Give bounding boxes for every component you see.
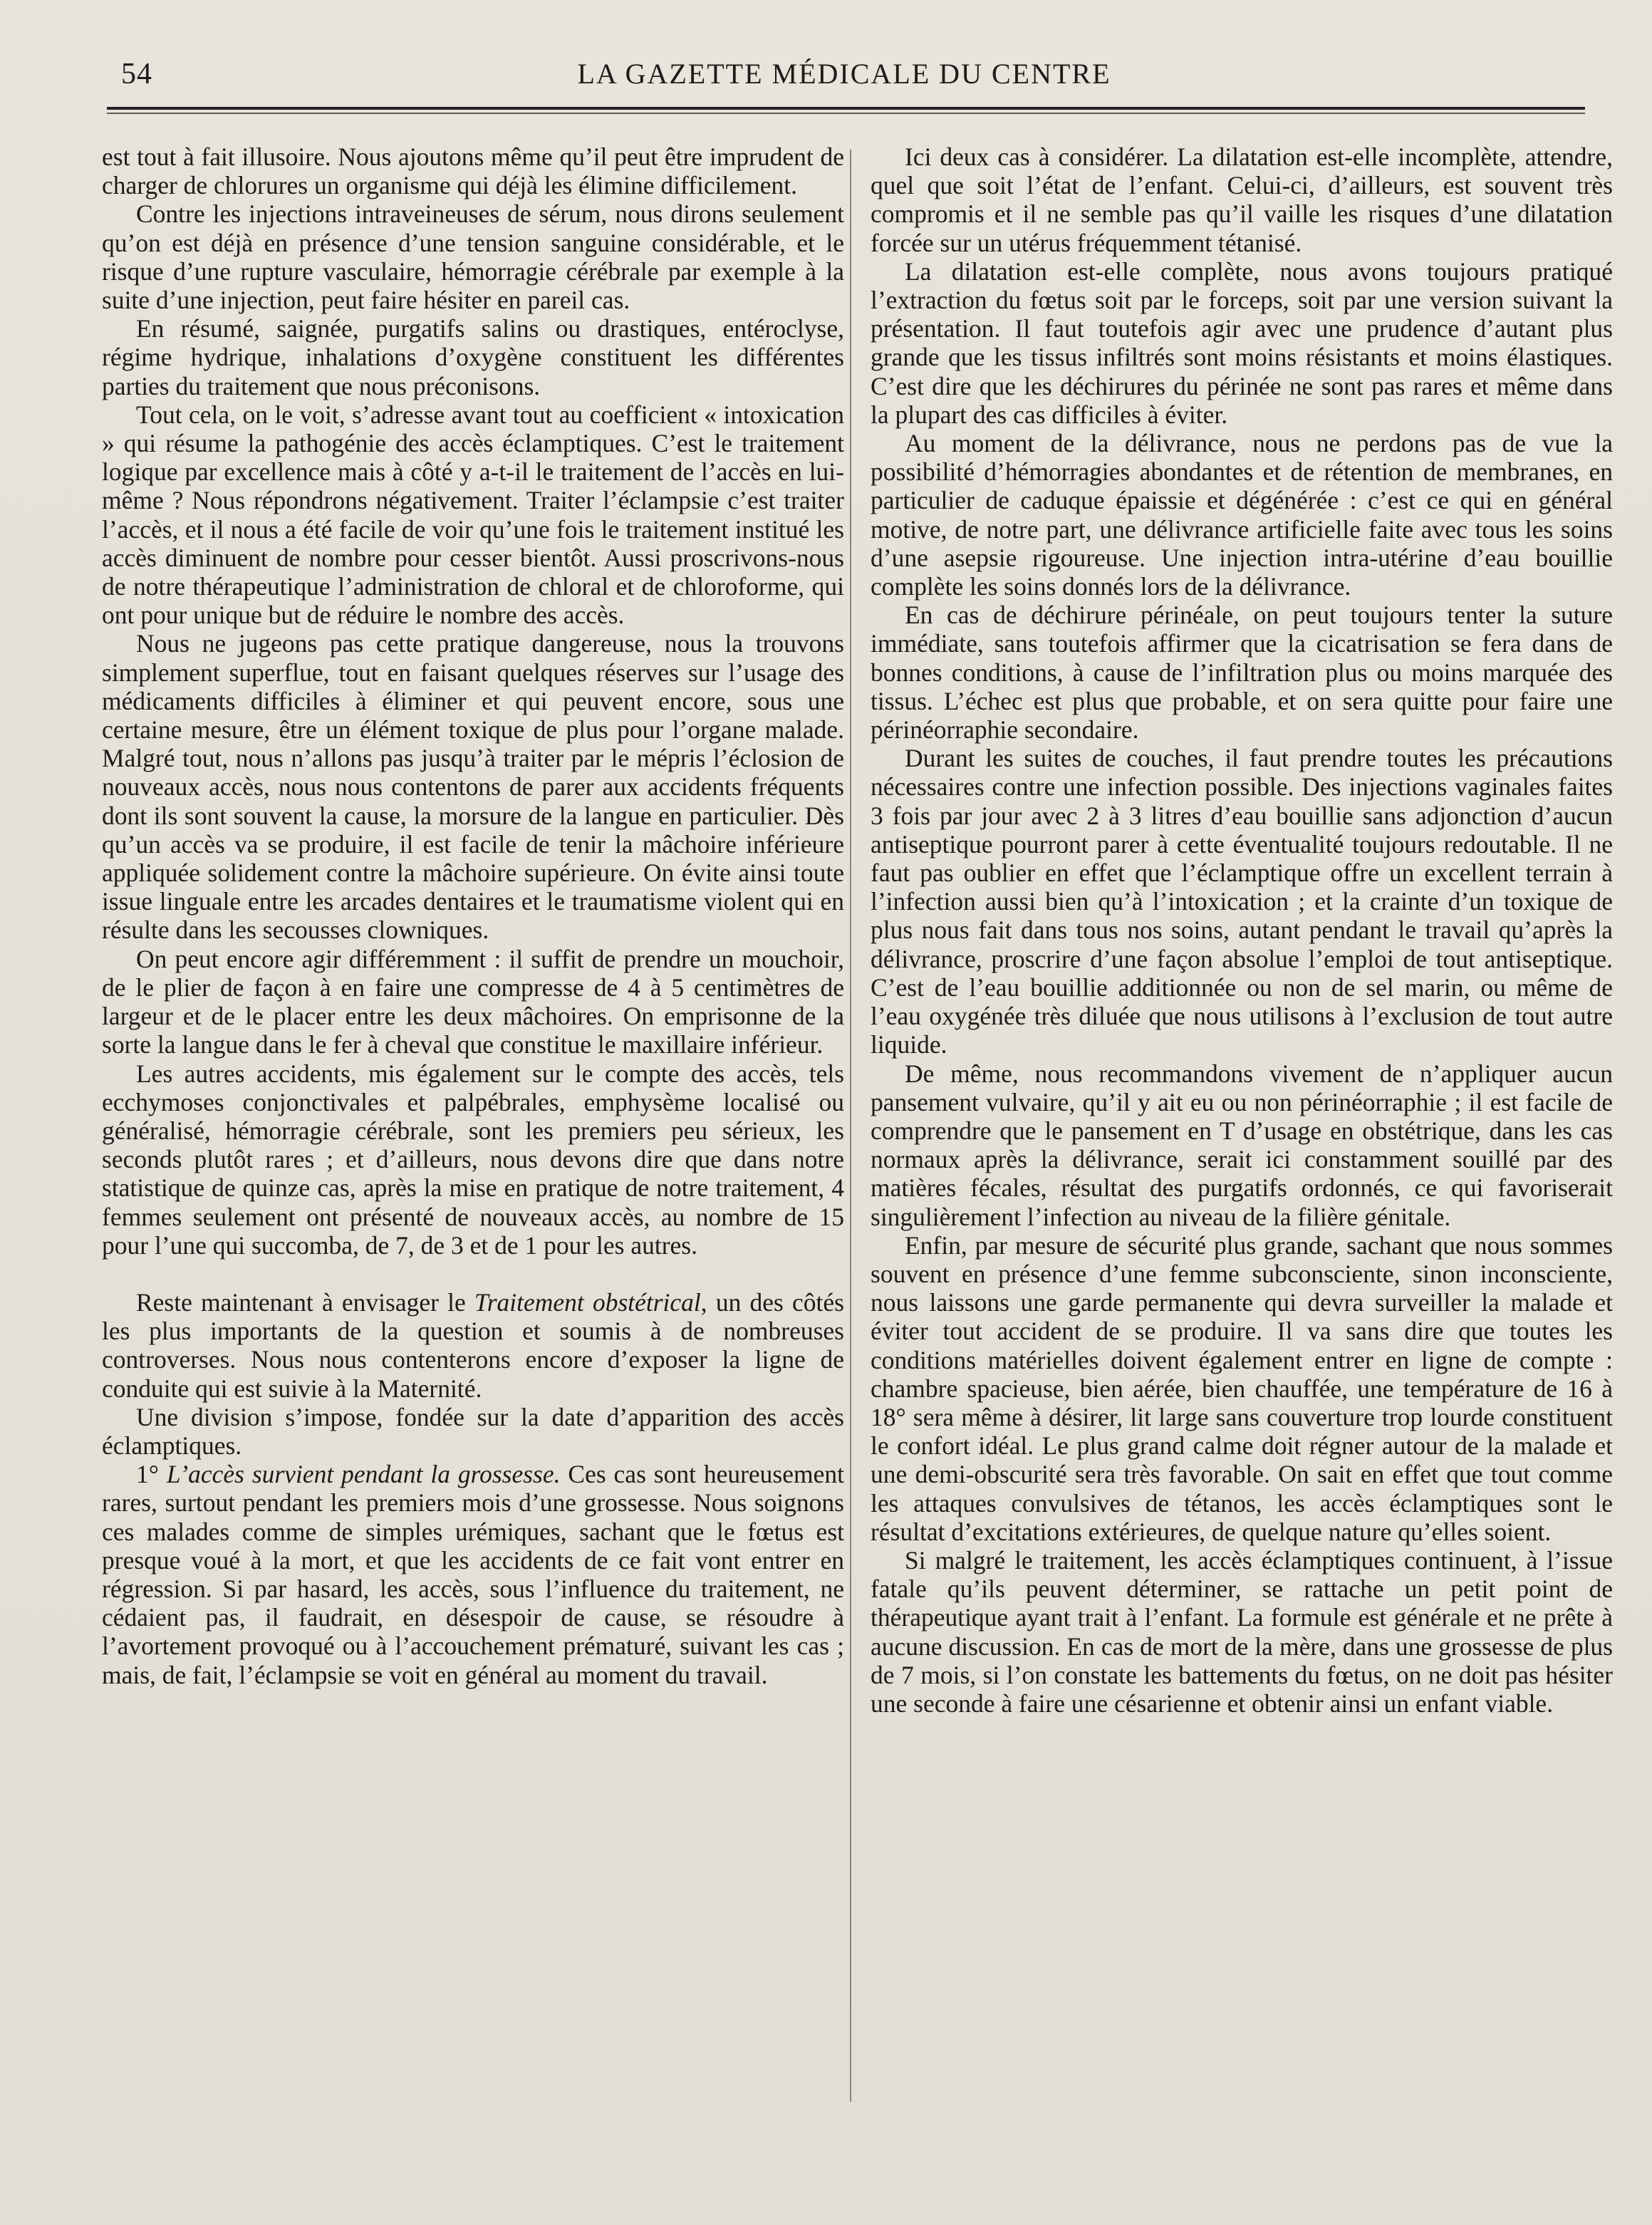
paragraph: Enfin, par mesure de sécurité plus grande, sachant que nous sommes souvent en présence d’une femme subconsciente, sinon inconsciente, nous laissons une garde permanente qui devra surveiller la malade et éviter tout accident de se produire. Il va sans dire que toutes les conditions matérielles doivent également entrer en ligne de compte : chambre spacieuse, bien aérée, bien chauffée, une température de 16 à 18° sera même à désirer, lit large sans couverture trop lourde constituent le confort idéal. Le plus grand calme doit régner autour de la malade et une demi-obscurité sera très favorable. On sait en effet que tout comme les attaques convulsives de tétanos, les accès éclamptiques sont le résultat d’excitations extérieures, de quelque nature qu’elles soient. [871,1230,1613,1546]
header-rule [107,107,1585,110]
text-run: 1° [136,1460,167,1489]
italic-heading: Traitement obstétrical [474,1287,701,1317]
text-run: Ces cas sont heureusement rares, surtout pendant les premiers mois d’une grossesse. Nous soignons ces malades comme de simples urémiques, sachant que le fœtus est presque voué à la mort, et que les accidents de ce fait vont entrer en régression. Si par hasard, les accès, sous l’influence du traitement, ne cédaient pas, il faudrait, en désespoir de cause, se résoudre à l’avortement provoqué ou à l’accouchement prématuré, suivant les cas ; mais, de fait, l’éclampsie se voit en général au moment du travail. [102,1460,844,1689]
paragraph: La dilatation est-elle complète, nous avons toujours pratiqué l’extraction du fœtus soit par le forceps, soit par une version suivant la présentation. Il faut toutefois agir avec une prudence d’autant plus grande que les tissus infiltrés sont moins résistants et moins élastiques. C’est dire que les déchirures du périnée ne sont pas rares et même dans la plupart des cas difficiles à éviter. [871,256,1613,429]
text-run: Reste maintenant à envisager le [136,1287,474,1317]
journal-title: LA GAZETTE MÉDICALE DU CENTRE [577,58,1111,90]
text-run: , un des côtés les plus importants de la question et soumis à de nombreuses controverses. Nous nous contenterons encore d’exposer la ligne de conduite qui est suivie à la Maternité. [102,1287,844,1403]
left-column [102,142,844,1689]
page-number: 54 [121,58,152,90]
paragraph: Nous ne jugeons pas cette pratique dangereuse, nous la trouvons simplement superflue, tout en faisant quelques réserves sur l’usage des médicaments difficiles à éliminer et qui peuvent encore, sous une certaine mesure, être un élément toxique de plus pour l’organe malade. Malgré tout, nous n’allons pas jusqu’à traiter par le mépris l’éclosion de nouveaux accès, nous nous contentons de parer aux accidents fréquents dont ils sont souvent la cause, la morsure de la langue en particulier. Dès qu’un accès va se produire, il est facile de tenir la mâchoire inférieure appliquée solidement contre la mâchoire supérieure. On évite ainsi toute issue linguale entre les arcades dentaires et le traumatisme violent qui en résulte dans les secousses clowniques. [102,629,844,945]
paragraph: Au moment de la délivrance, nous ne perdons pas de vue la possibilité d’hémorragies abondantes et de rétention de membranes, en particulier de caduque épaissie et dégénérée : c’est ce qui en général motive, de notre part, une délivrance artificielle faite avec tous les soins d’une asepsie rigoureuse. Une injection intra-utérine d’eau bouillie complète les soins donnés lors de la délivrance. [871,429,1613,601]
header-rule-thin [107,113,1585,114]
paragraph: On peut encore agir différemment : il suffit de prendre un mouchoir, de le plier de façon à en faire une compresse de 4 à 5 centimètres de largeur et de le placer entre les deux mâchoires. On emprisonne de la sorte la langue dans le fer à cheval que constitue le maxillaire inférieur. [102,944,844,1059]
paragraph: Ici deux cas à considérer. La dilatation est-elle incomplète, attendre, quel que soit l’état de l’enfant. Celui-ci, d’ailleurs, est souvent très compromis et il ne semble pas qu’il vaille les risques d’une dilatation forcée sur un utérus fréquemment tétanisé. [871,142,1613,257]
paragraph: est tout à fait illusoire. Nous ajoutons même qu’il peut être imprudent de charger de chlorures un organisme qui déjà les élimine difficilement. [102,142,844,200]
paragraph: De même, nous recommandons vivement de n’appliquer aucun pansement vulvaire, qu’il y ait eu ou non périnéorraphie ; il est facile de comprendre que le pansement en T d’usage en obstétrique, dans les cas normaux après la délivrance, serait ici constamment souillé par des matières fécales, résultat des purgatifs ordonnés, ce qui favoriserait singulièrement l’infection au niveau de la filière génitale. [871,1059,1613,1231]
right-column [871,142,1613,1718]
paragraph: En cas de déchirure périnéale, on peut toujours tenter la suture immédiate, sans toutefois affirmer que la cicatrisation se fera dans de bonnes conditions, à cause de l’infiltration plus ou moins marquée des tissus. L’échec est plus que probable, et on sera quitte pour faire une périnéorraphie secondaire. [871,601,1613,745]
paragraph: Contre les injections intraveineuses de sérum, nous dirons seulement qu’on est déjà en présence d’une tension sanguine considérable, et le risque d’une rupture vasculaire, hémorragie cérébrale par exemple à la suite d’une injection, peut faire hésiter en pareil cas. [102,199,844,315]
paragraph: En résumé, saignée, purgatifs salins ou drastiques, entéroclyse, régime hydrique, inhalations d’oxygène constituent les différentes parties du traitement que nous préconisons. [102,314,844,400]
paragraph: Durant les suites de couches, il faut prendre toutes les précautions nécessaires contre une infection possible. Des injections vaginales faites 3 fois par jour avec 2 à 3 litres d’eau bouillie sans adjonction d’aucun antiseptique pourront parer à cette éventualité toujours redoutable. Il ne faut pas oublier en effet que l’éclamptique offre un excellent terrain à l’infection aussi bien qu’à l’intoxication ; et la crainte d’un toxique de plus nous fait dans tous nos soins, autant pendant le travail qu’après la délivrance, proscrire d’une façon absolue l’emploi de tout antiseptique. C’est de l’eau bouillie additionnée ou non de sel marin, ou même de l’eau oxygénée très diluée que nous utilisons à l’exclusion de tout autre liquide. [871,744,1613,1059]
column-divider [850,150,851,2102]
page-header [100,57,1589,100]
paragraph: Les autres accidents, mis également sur le compte des accès, tels ecchymoses conjonctivales et palpébrales, emphysème localisé ou généralisé, hémorragie cérébrale, sont les premiers peu sérieux, les seconds plutôt rares ; et d’ailleurs, nous devons dire que dans notre statistique de quinze cas, après la mise en pratique de notre traitement, 4 femmes seulement ont présenté de nouveaux accès, au nombre de 15 pour l’une qui succomba, de 7, de 3 et de 1 pour les autres. [102,1059,844,1260]
paragraph-case-1 [102,1460,844,1689]
paragraph-obstetric [102,1288,844,1403]
paragraph: Une division s’impose, fondée sur la date d’apparition des accès éclamptiques. [102,1402,844,1460]
paragraph: Si malgré le traitement, les accès éclamptiques continuent, à l’issue fatale qu’ils peuvent déterminer, se rattache un petit point de thérapeutique ayant trait à l’enfant. La formule est générale et ne prête à aucune discussion. En cas de mort de la mère, dans une grossesse de plus de 7 mois, si l’on constate les battements du fœtus, on ne doit pas hésiter une seconde à faire une césarienne et obtenir ainsi un enfant viable. [871,1545,1613,1718]
italic-heading: L’accès survient pendant la grossesse. [166,1460,561,1489]
paragraph: Tout cela, on le voit, s’adresse avant tout au coefficient « intoxication » qui résume la pathogénie des accès éclamptiques. C’est le traitement logique par excellence mais à côté y a-t-il le traitement de l’accès en lui-même ? Nous répondrons négativement. Traiter l’éclampsie c’est traiter l’accès, et il nous a été facile de voir qu’une fois le traitement institué les accès diminuent de nombre pour cesser bientôt. Aussi proscrivons-nous de notre thérapeutique l’administration de chloral et de chloroforme, qui ont pour unique but de réduire le nombre des accès. [102,400,844,630]
